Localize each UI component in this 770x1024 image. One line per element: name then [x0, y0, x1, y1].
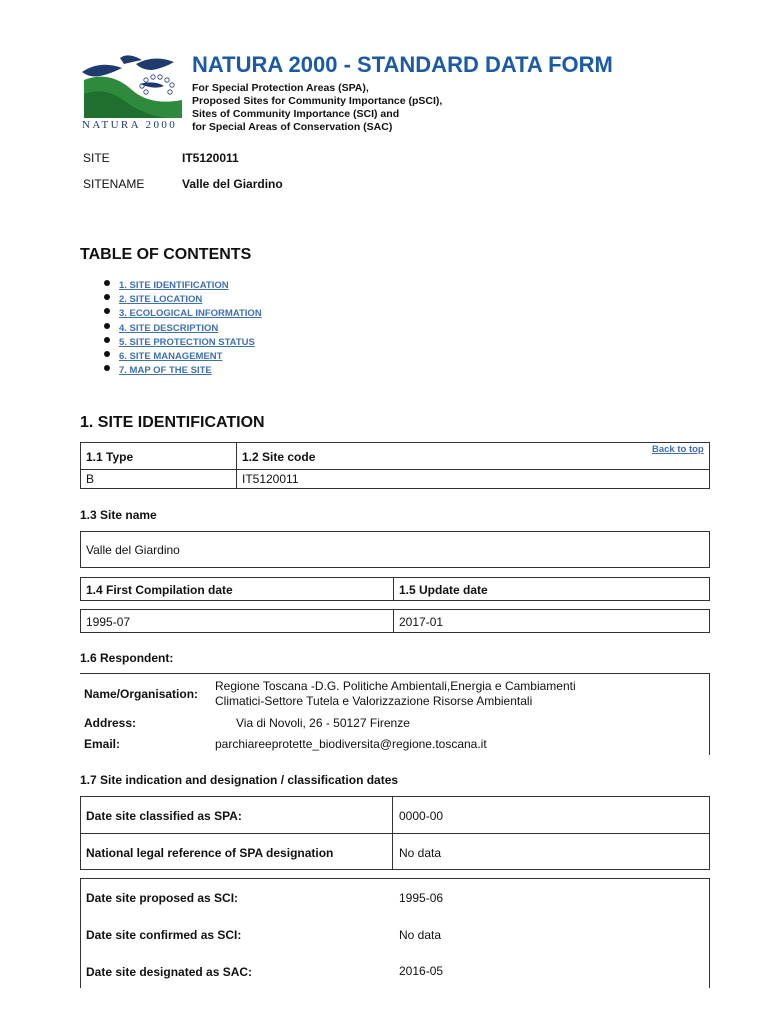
first-compilation-value: 1995-07 [86, 615, 131, 629]
sci-table [80, 878, 710, 988]
form-header [80, 50, 720, 140]
page-title: NATURA 2000 - STANDARD DATA FORM [192, 52, 613, 77]
spa-classified-value: 0000-00 [399, 809, 444, 823]
first-compilation-label: 1.4 First Compilation date [86, 583, 233, 597]
toc-link-ecological-information[interactable]: 3. ECOLOGICAL INFORMATION [119, 308, 262, 320]
respondent-heading: 1.6 Respondent: [80, 651, 174, 665]
site-name-value: Valle del Giardino [86, 543, 180, 557]
toc-title: TABLE OF CONTENTS [80, 246, 252, 263]
toc-link-site-identification[interactable]: 1. SITE IDENTIFICATION [119, 280, 229, 291]
dates-value-box [80, 609, 710, 633]
type-label: 1.1 Type [86, 450, 134, 464]
logo-text: NATURA 2000 [82, 119, 178, 131]
subtitle-line: for Special Areas of Conservation (SAC) [192, 121, 393, 133]
natura-logo-graphic [80, 50, 184, 120]
organisation-label: Name/Organisation: [84, 687, 199, 701]
email-value: parchiareeprotette_biodiversita@regione.toscana.it [215, 737, 487, 751]
sci-confirmed-value: No data [399, 928, 442, 942]
organisation-line-2: Climatici-Settore Tutela e Valorizzazione Risorse Ambientali [215, 694, 533, 708]
site-label: SITE [83, 151, 110, 165]
spa-classified-label: Date site classified as SPA: [86, 809, 242, 823]
spa-legal-label: National legal reference of SPA designation [86, 846, 334, 860]
toc-link-map-of-the-site[interactable]: 7. MAP OF THE SITE [119, 365, 212, 377]
organisation-line-1: Regione Toscana -D.G. Politiche Ambientali,Energia e Cambiamenti [215, 679, 576, 693]
toc-link-site-protection-status[interactable]: 5. SITE PROTECTION STATUS [119, 336, 255, 348]
subtitle-line: Sites of Community Importance (SCI) and [192, 108, 400, 120]
natura-2000-logo [80, 50, 184, 134]
toc-link-site-description[interactable]: 4. SITE DESCRIPTION [119, 322, 219, 334]
subtitle-line: For Special Protection Areas (SPA), [192, 82, 369, 94]
section-title-site-identification: 1. SITE IDENTIFICATION [80, 414, 265, 431]
update-date-value: 2017-01 [399, 615, 444, 629]
spa-legal-value: No data [399, 846, 442, 860]
site-code-label: 1.2 Site code [242, 450, 316, 464]
update-date-label: 1.5 Update date [399, 583, 488, 597]
site-code-value: IT5120011 [242, 472, 299, 486]
sac-designated-value: 2016-05 [399, 964, 444, 978]
designation-heading: 1.7 Site indication and designation / classification dates [80, 773, 399, 787]
subtitle-line: Proposed Sites for Community Importance (pSCI), [192, 95, 443, 107]
toc-link-site-management[interactable]: 6. SITE MANAGEMENT [119, 350, 223, 362]
email-label: Email: [84, 737, 121, 751]
type-code-table [80, 442, 710, 489]
subtitle [192, 82, 442, 134]
toc-link-site-location[interactable]: 2. SITE LOCATION [119, 294, 203, 306]
site-name-box [80, 531, 710, 568]
site-value: IT5120011 [182, 151, 239, 165]
address-value: Via di Novoli, 26 - 50127 Firenze [236, 716, 410, 730]
site-name-heading: 1.3 Site name [80, 508, 157, 522]
sitename-label: SITENAME [83, 177, 145, 191]
respondent-box [80, 673, 710, 755]
type-value: B [86, 472, 95, 486]
sac-designated-label: Date site designated as SAC: [86, 965, 253, 979]
spa-table [80, 796, 710, 870]
back-to-top-link[interactable]: Back to top [652, 444, 704, 455]
address-label: Address: [84, 716, 137, 730]
sitename-value: Valle del Giardino [182, 177, 283, 191]
sci-confirmed-label: Date site confirmed as SCI: [86, 928, 242, 942]
sci-proposed-label: Date site proposed as SCI: [86, 891, 239, 905]
dates-header-box [80, 577, 710, 601]
sci-proposed-value: 1995-06 [399, 891, 444, 905]
